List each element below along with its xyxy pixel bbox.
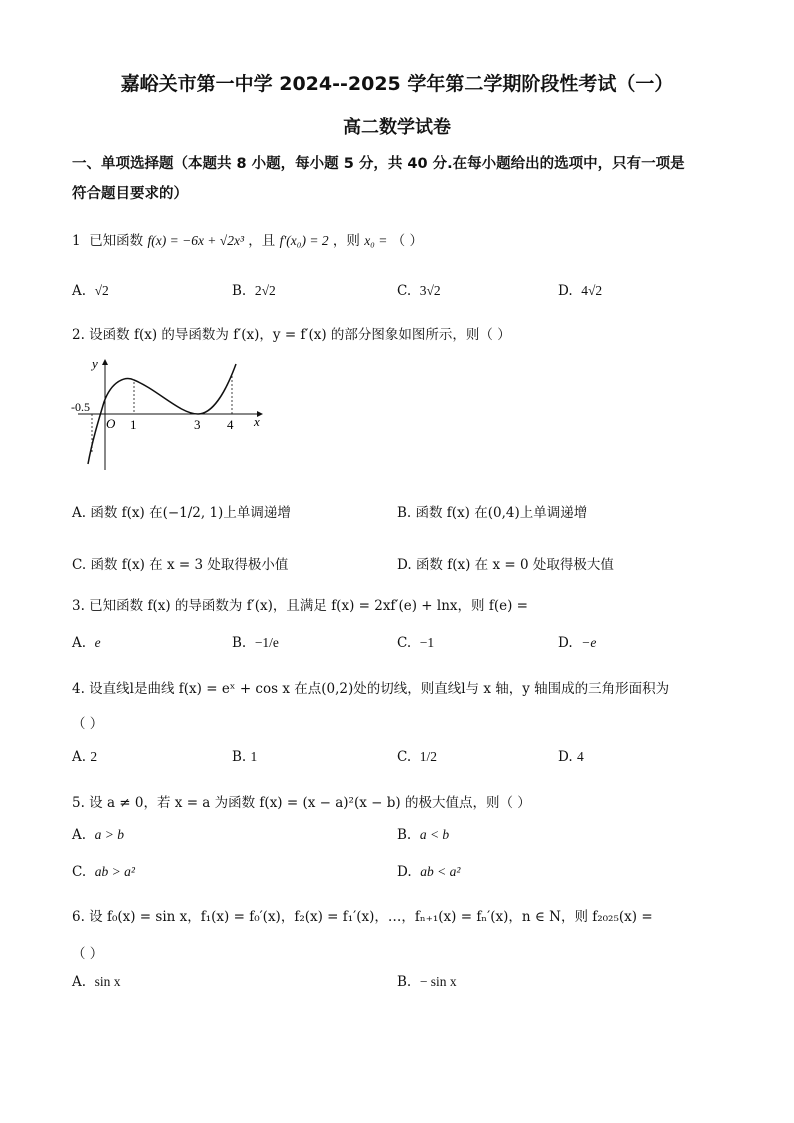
q3-option-d[interactable]: D. −e [558,635,597,651]
q1-condition: f′(x₀) = 2 [279,233,329,248]
section-heading-line1: 一、单项选择题（本题共 8 小题，每小题 5 分，共 40 分.在每小题给出的选项中，只有一项是 [72,156,685,172]
question-4-line2: （ ） [72,716,104,732]
q4-option-a[interactable]: A. 2 [72,749,98,765]
q2-option-d[interactable]: D. 函数 f(x) 在 x = 0 处取得极大值 [397,557,614,573]
question-5: 5. 设 a ≠ 0，若 x = a 为函数 f(x) = (x − a)²(x − b) 的极大值点，则（ ） [72,795,531,811]
origin-label: O [106,416,116,431]
q1-ask: x₀ = [364,233,388,248]
q2-option-b[interactable]: B. 函数 f(x) 在(0,4)上单调递增 [397,505,588,521]
q5-option-c[interactable]: C. ab > a² [72,864,135,880]
question-6-line2: （ ） [72,946,104,962]
q4-option-d[interactable]: D. 4 [558,749,584,765]
question-2: 2. 设函数 f(x) 的导函数为 f′(x)，y = f′(x) 的部分图象如图所示，则（ ） [72,327,511,343]
tick-3-label: 3 [194,417,201,432]
q1-option-c[interactable]: C. 3√2 [397,283,441,299]
q5-option-b[interactable]: B. a < b [397,827,450,843]
q2-option-c[interactable]: C. 函数 f(x) 在 x = 3 处取得极小值 [72,557,289,573]
derivative-graph [70,352,270,472]
q5-option-d[interactable]: D. ab < a² [397,864,461,880]
q5-option-a[interactable]: A. a > b [72,827,125,843]
tick-1-label: 1 [130,417,137,432]
exam-title: 嘉峪关市第一中学 2024--2025 学年第二学期阶段性考试（一） [120,73,674,95]
q4-option-c[interactable]: C. 1/2 [397,749,437,765]
y-label: y [92,356,98,371]
q6-option-b[interactable]: B. − sin x [397,974,457,990]
question-6-line1: 6. 设 f₀(x) = sin x，f₁(x) = f₀′(x)，f₂(x) = f₁′(x)，…，fₙ₊₁(x) = fₙ′(x)，n ∈ N，则 f₂₀₂₅(x) = [72,909,653,925]
q3-option-c[interactable]: C. −1 [397,635,435,651]
q1-formula: f(x) = −6x + √2x³ [147,233,244,248]
minus-half-label: -0.5 [71,400,90,414]
q6-option-a[interactable]: A. sin x [72,974,121,990]
q1-text-b: ，且 [248,233,276,249]
q1-option-b[interactable]: B. 2√2 [232,283,276,299]
exam-subtitle: 高二数学试卷 [343,117,451,138]
q1-number: 1 [72,233,81,249]
x-label: x [254,414,260,429]
q1-paren: （ ） [391,233,423,249]
q1-option-a[interactable]: A. √2 [72,283,109,299]
section-heading-line2: 符合题目要求的） [72,186,188,202]
q2-option-a[interactable]: A. 函数 f(x) 在(−1/2, 1)上单调递增 [72,505,291,521]
q3-option-a[interactable]: A. e [72,635,101,651]
q1-option-d[interactable]: D. 4√2 [558,283,603,299]
question-3: 3. 已知函数 f(x) 的导函数为 f′(x)，且满足 f(x) = 2xf′(e) + lnx，则 f(e) = [72,598,528,614]
q3-option-b[interactable]: B. −1/e [232,635,279,651]
question-4-line1: 4. 设直线l是曲线 f(x) = eˣ + cos x 在点(0,2)处的切线，则直线l与 x 轴，y 轴围成的三角形面积为 [72,681,670,697]
q1-text-c: ，则 [332,233,360,249]
question-1 [72,229,423,249]
q1-text-a: 已知函数 [89,233,144,249]
tick-4-label: 4 [227,417,234,432]
q4-option-b[interactable]: B. 1 [232,749,258,765]
